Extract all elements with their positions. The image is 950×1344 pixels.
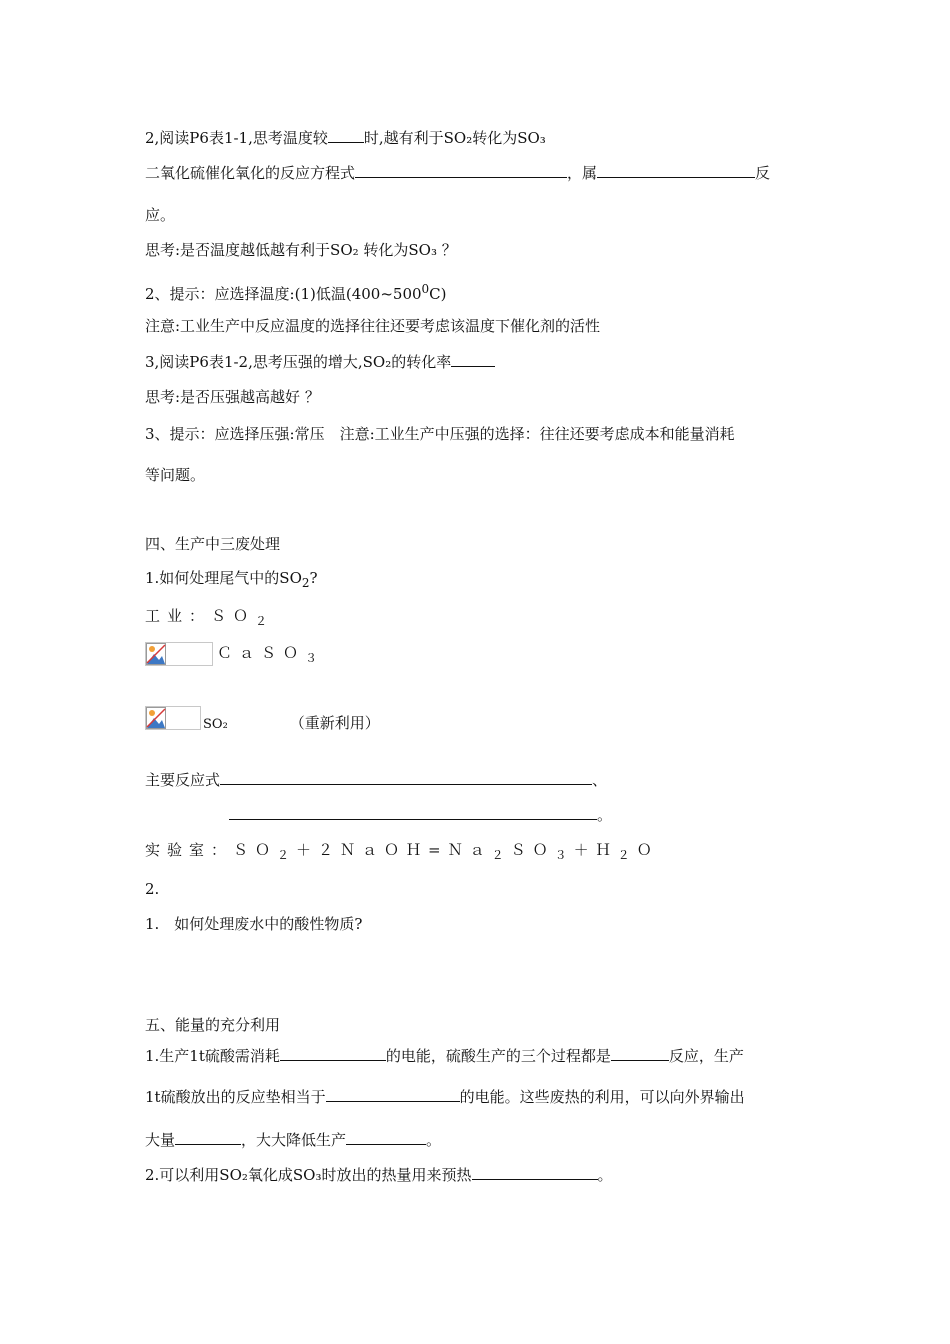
blank[interactable] bbox=[451, 353, 495, 367]
blank[interactable] bbox=[220, 770, 592, 785]
image-placeholder-icon bbox=[146, 643, 166, 665]
blank[interactable] bbox=[326, 1087, 460, 1102]
broken-image bbox=[145, 706, 201, 730]
line-temperature-question: 2,阅读P6表1-1,思考温度较 时,越有利于SO₂转化为SO₃ bbox=[145, 129, 546, 147]
line-energy-3: 大量 ，大大降低生产 。 bbox=[145, 1131, 442, 1149]
line-text: 3、提示：应选择压强:常压 注意:工业生产中压强的选择：往往还要考虑成本和能量消耗 bbox=[145, 425, 735, 443]
line-industry: 工业：ＳＯ$_2$ bbox=[145, 607, 275, 628]
line-text: 思考:是否压强越高越好 ？ bbox=[145, 388, 320, 406]
blank[interactable] bbox=[280, 1046, 386, 1061]
blank[interactable] bbox=[346, 1130, 426, 1145]
question: 1. 如何处理废水中的酸性物质? bbox=[145, 915, 363, 933]
line-pressure-question: 3,阅读P6表1-2,思考压强的增大,SO₂的转化率 bbox=[145, 352, 495, 372]
line-number: 2. bbox=[145, 880, 160, 898]
line-text: 应。 bbox=[145, 206, 176, 224]
blank[interactable] bbox=[611, 1046, 669, 1061]
question: 1.如何处理尾气中的$SO_2$? bbox=[145, 569, 318, 590]
section-heading: 四、生产中三废处理 bbox=[145, 535, 281, 553]
line-equation-prompt: 二氧化硫催化氧化的反应方程式 ，属 反 bbox=[145, 164, 771, 182]
line-text: 思考:是否温度越低越有利于SO₂ 转化为SO₃ ？ bbox=[145, 241, 457, 259]
line-caso3: ＣａＳＯ$_3$ bbox=[145, 642, 317, 668]
line-lab-equation: 实验室：ＳＯ$_2$＋２ＮａＯＨ=Ｎａ$_2$ＳＯ$_3$＋Ｈ$_2$Ｏ bbox=[145, 841, 659, 862]
blank[interactable] bbox=[328, 129, 364, 143]
blank[interactable] bbox=[472, 1165, 598, 1180]
line-hint-temperature: 2、提示：应选择温度:(1)低温$(400\sim 500^0C)$ bbox=[145, 282, 447, 303]
line-energy-2: 1t硫酸放出的反应垫相当于 的电能。这些废热的利用，可以向外界输出 bbox=[145, 1088, 745, 1106]
line-main-reaction: 主要反应式 、 bbox=[145, 771, 608, 789]
line-text: 等问题。 bbox=[145, 466, 206, 484]
blank[interactable] bbox=[175, 1130, 241, 1145]
broken-image bbox=[145, 642, 213, 666]
line-text: 注意:工业生产中反应温度的选择往往还要考虑该温度下催化剂的活性 bbox=[145, 317, 601, 335]
blank[interactable] bbox=[355, 163, 567, 178]
line-second-reaction: 。 bbox=[229, 805, 612, 825]
blank[interactable] bbox=[597, 163, 755, 178]
line-energy-4: 2.可以利用SO₂氧化成SO₃时放出的热量用来预热 。 bbox=[145, 1166, 613, 1184]
section-heading: 五、能量的充分利用 bbox=[145, 1016, 281, 1034]
line-energy-1: 1.生产1t硫酸需消耗 的电能，硫酸生产的三个过程都是 反应，生产 bbox=[145, 1047, 744, 1065]
image-placeholder-icon bbox=[146, 707, 166, 729]
line-so2-reuse: SO₂ （重新利用） bbox=[145, 706, 380, 730]
blank[interactable] bbox=[229, 805, 597, 820]
